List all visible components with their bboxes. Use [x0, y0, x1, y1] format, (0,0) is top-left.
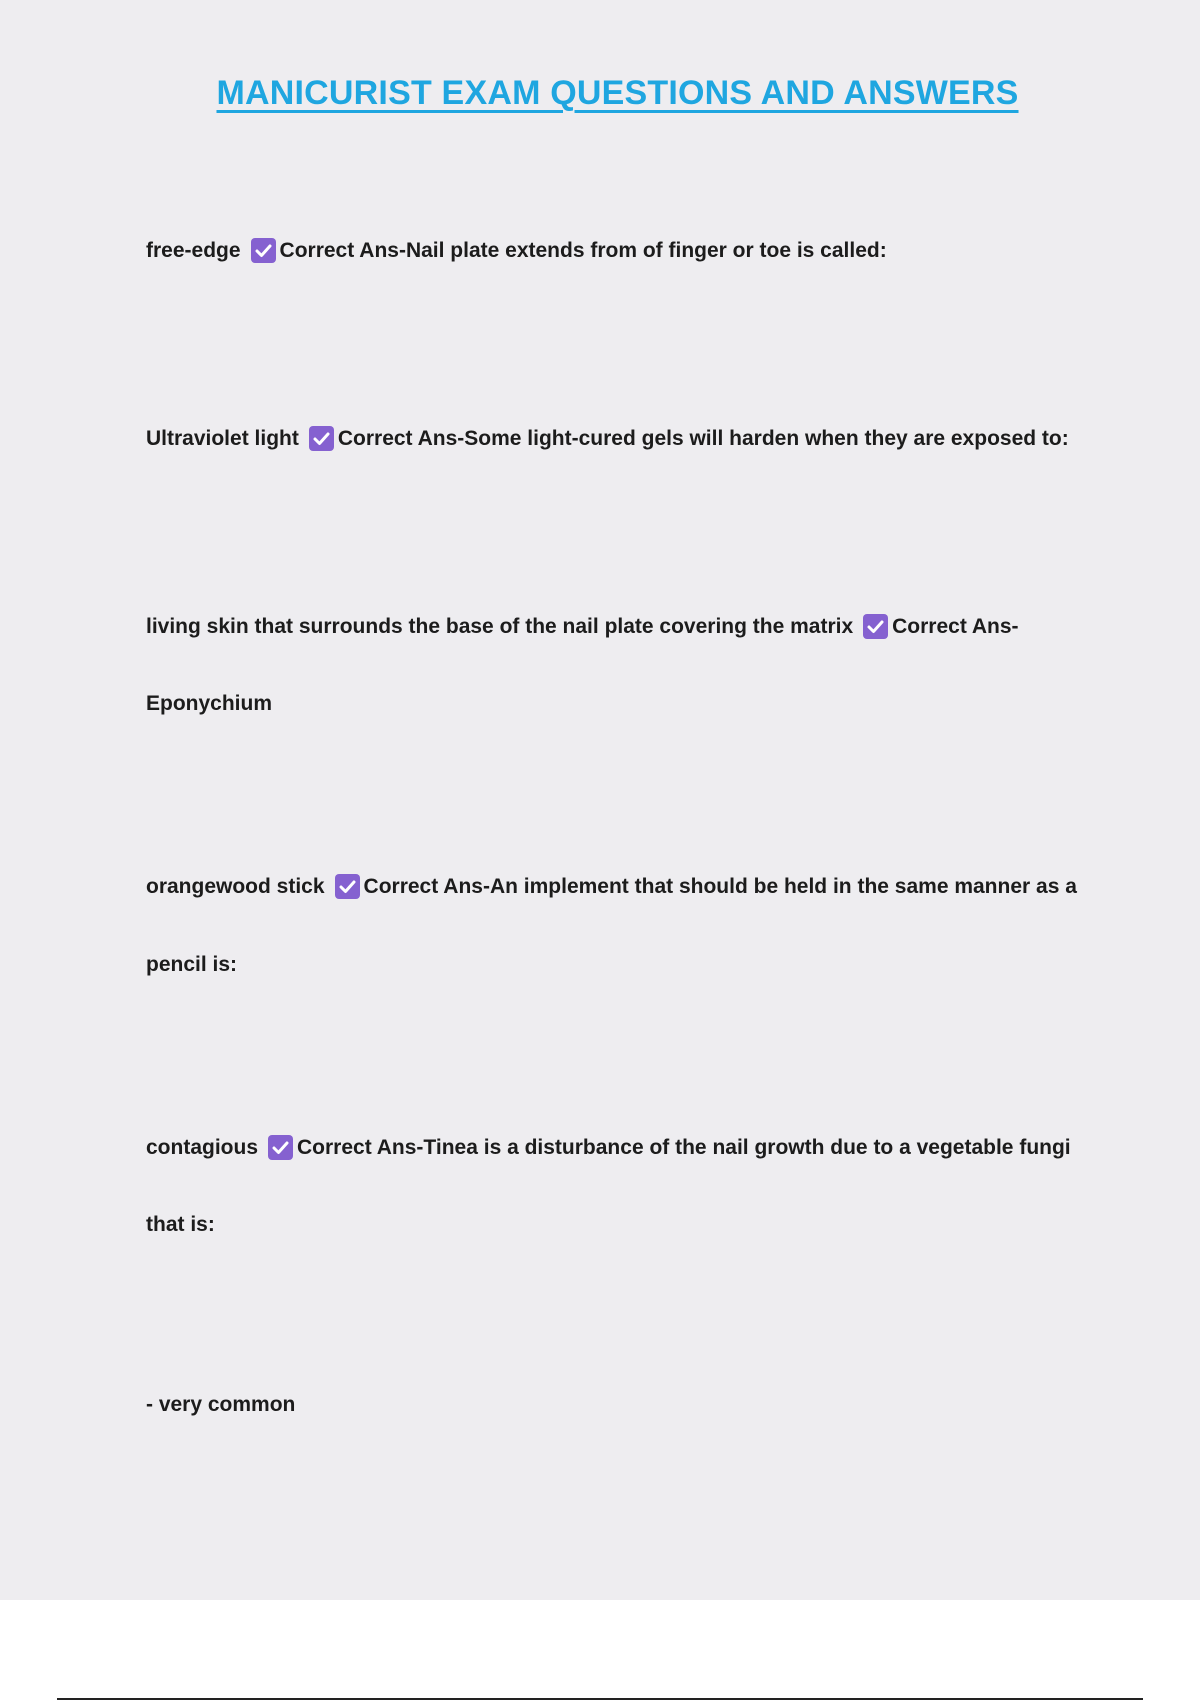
qa-entry-line — [146, 614, 1019, 639]
qa-entry-continuation — [146, 953, 237, 977]
qa-entry-line — [146, 874, 1077, 899]
checkbox-checked-icon — [863, 614, 888, 639]
answer-term: Ultraviolet light — [146, 426, 299, 450]
answer-prefix: Correct Ans- — [892, 614, 1019, 638]
answer-term: Eponychium — [146, 692, 273, 715]
qa-entry-continuation — [146, 692, 272, 716]
checkbox-checked-icon — [251, 238, 276, 263]
checkbox-checked-icon — [309, 426, 334, 451]
qa-entry-line — [146, 1135, 1071, 1160]
question-text: living skin that surrounds the base of the nail plate covering the matrix — [146, 614, 854, 638]
document-title: MANICURIST EXAM QUESTIONS AND ANSWERS — [216, 74, 1019, 112]
qa-entry-line — [146, 426, 1069, 451]
answer-term: contagious — [146, 1135, 259, 1159]
checkbox-checked-icon — [268, 1135, 293, 1160]
question-text: Correct Ans-Tinea is a disturbance of the nail growth due to a vegetable fungi — [297, 1135, 1071, 1159]
answer-term: free-edge — [146, 238, 241, 262]
checkbox-checked-icon — [335, 874, 360, 899]
qa-entry-continuation — [146, 1213, 215, 1237]
question-text-continued: pencil is: — [146, 953, 238, 976]
question-text-continued: that is: — [146, 1213, 215, 1236]
answer-term: orangewood stick — [146, 874, 325, 898]
question-text: Correct Ans-Some light-cured gels will harden when they are exposed to: — [337, 426, 1069, 450]
trailing-text: - very common — [146, 1393, 296, 1416]
question-text: Correct Ans-Nail plate extends from of finger or toe is called: — [279, 238, 887, 262]
question-text: Correct Ans-An implement that should be held in the same manner as a — [363, 874, 1077, 898]
qa-entry-line — [146, 238, 887, 263]
